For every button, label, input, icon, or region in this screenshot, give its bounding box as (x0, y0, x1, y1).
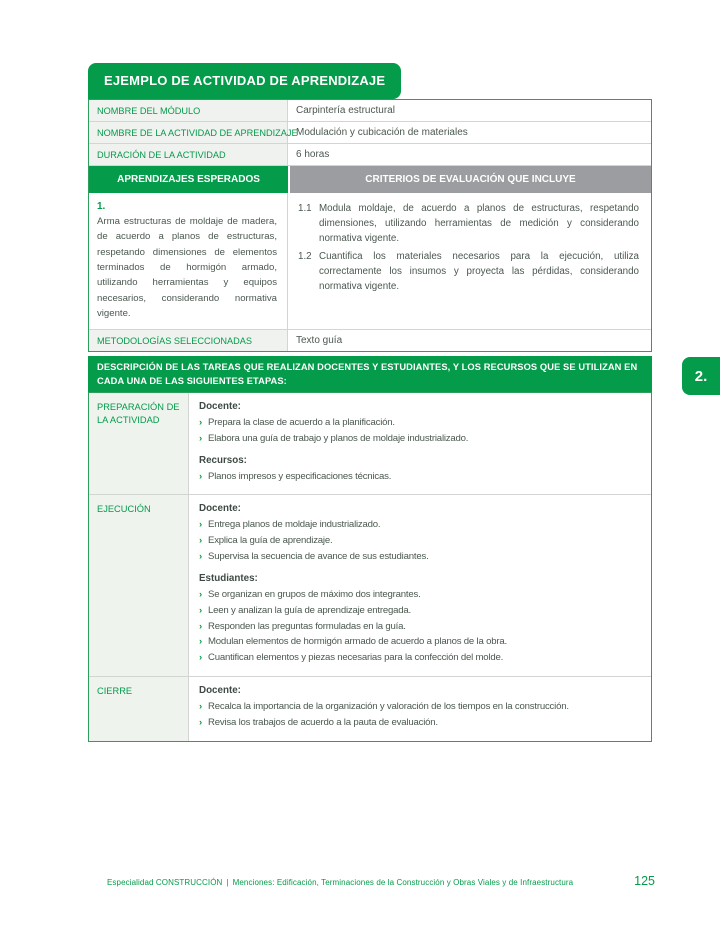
bullet-icon: › (199, 716, 202, 728)
bullet-icon: › (199, 588, 202, 600)
stage-content (189, 495, 651, 676)
criterion-item (298, 201, 639, 247)
criterion-item (298, 249, 639, 295)
page-title: EJEMPLO DE ACTIVIDAD DE APRENDIZAJE (88, 63, 401, 99)
learning-criteria-row (89, 193, 651, 330)
bullet-icon: › (199, 519, 202, 531)
evaluation-criteria-cell (288, 193, 651, 329)
bullet-icon: › (199, 535, 202, 547)
stage-label: EJECUCIÓN (89, 495, 189, 676)
module-name-value: Carpintería estructural (296, 105, 395, 116)
bullet-icon: › (199, 652, 202, 664)
bullet-icon: › (199, 551, 202, 563)
list-item-text: Planos impresos y especificaciones técnicas. (208, 470, 392, 482)
task-group (199, 685, 645, 731)
list-item (199, 587, 645, 603)
bullet-icon: › (199, 636, 202, 648)
bullet-icon: › (199, 701, 202, 713)
bullet-icon: › (199, 620, 202, 632)
list-item-text: Elabora una guía de trabajo y planos de moldaje industrializado. (208, 432, 469, 444)
list-item-text: Prepara la clase de acuerdo a la planificación. (208, 417, 395, 428)
table-row (89, 144, 651, 166)
evaluation-criteria-header: CRITERIOS DE EVALUACIÓN QUE INCLUYE (288, 166, 651, 193)
stage-row-preparacion (89, 393, 651, 495)
duration-value: 6 horas (296, 149, 330, 160)
stage-row-cierre (89, 677, 651, 741)
stage-content (189, 677, 651, 741)
duration-label: DURACIÓN DE LA ACTIVIDAD (89, 144, 288, 165)
list-item-text: Modulan elementos de hormigón armado de acuerdo a planos de la obra. (208, 636, 507, 648)
list-item-text: Responden las preguntas formuladas en la guía. (208, 620, 406, 632)
expected-learning-number: 1. (97, 201, 106, 212)
group-heading: Docente: (199, 503, 241, 515)
task-group (199, 503, 645, 564)
page-number: 125 (634, 874, 655, 888)
list-item (199, 533, 645, 549)
list-item (199, 517, 645, 533)
bullet-icon: › (199, 417, 202, 428)
table-row (89, 122, 651, 144)
methodology-value: Texto guía (296, 335, 343, 347)
list-item (199, 715, 645, 731)
bullet-icon: › (199, 470, 202, 482)
footer-separator: | (226, 878, 229, 887)
task-group (199, 573, 645, 666)
list-item-text: Cuantifican elementos y piezas necesarias para la confección del molde. (208, 652, 504, 664)
stage-content (189, 393, 651, 494)
bullet-icon: › (199, 432, 202, 444)
footer-text (107, 878, 573, 887)
column-headers (89, 166, 651, 193)
expected-learning-cell (89, 193, 288, 329)
list-item (199, 431, 645, 447)
footer-specialty: Especialidad CONSTRUCCIÓN (107, 878, 223, 887)
group-heading: Docente: (199, 401, 241, 412)
list-item-text: Revisa los trabajos de acuerdo a la pauta de evaluación. (208, 716, 438, 728)
expected-learning-text: Arma estructuras de moldaje de madera, de acuerdo a planos de estructuras, respetando dimensiones de elementos terminados de hormigón armado, utilizando herramientas y equipos necesarios, considerando normativa vigente. (97, 216, 277, 320)
task-group (199, 455, 645, 485)
list-item (199, 619, 645, 635)
footer-menciones: Menciones: Edificación, Terminaciones de la Construcción y Obras Viales y de Infraestructura (232, 878, 574, 887)
task-group (199, 401, 645, 447)
criterion-number: 1.2 (298, 250, 312, 262)
table-row (89, 330, 651, 351)
stage-row-ejecucion (89, 495, 651, 677)
bullet-icon: › (199, 604, 202, 616)
module-name-label: NOMBRE DEL MÓDULO (89, 100, 288, 121)
list-item (199, 415, 645, 431)
criterion-text: Modula moldaje, de acuerdo a planos de estructuras, respetando dimensiones, utilizando herramientas de medición y considerando normativa vigente. (319, 203, 639, 245)
criterion-number: 1.1 (298, 203, 312, 214)
list-item-text: Recalca la importancia de la organización y valoración de los tiempos en la construcción. (208, 701, 569, 713)
activity-info-table (88, 99, 652, 352)
expected-learning-header: APRENDIZAJES ESPERADOS (89, 166, 288, 193)
list-item (199, 549, 645, 565)
stage-label: PREPARACIÓN DE LA ACTIVIDAD (89, 393, 189, 494)
list-item (199, 634, 645, 650)
group-heading: Docente: (199, 685, 241, 697)
description-banner: DESCRIPCIÓN DE LAS TAREAS QUE REALIZAN DOCENTES Y ESTUDIANTES, Y LOS RECURSOS QUE SE UTILIZAN EN CADA UNA DE LAS SIGUIENTES ETAPAS: (88, 356, 652, 394)
list-item (199, 469, 645, 485)
list-item-text: Supervisa la secuencia de avance de sus estudiantes. (208, 551, 429, 563)
list-item-text: Entrega planos de moldaje industrializado. (208, 519, 381, 531)
methodology-label: METODOLOGÍAS SELECCIONADAS (89, 330, 288, 351)
activity-name-value: Modulación y cubicación de materiales (296, 127, 468, 138)
chapter-tab: 2. (682, 357, 720, 395)
list-item (199, 650, 645, 666)
table-row (89, 100, 651, 122)
group-heading: Recursos: (199, 454, 247, 466)
list-item (199, 699, 645, 715)
page-footer (107, 874, 655, 888)
stage-label: CIERRE (89, 677, 189, 741)
list-item-text: Leen y analizan la guía de aprendizaje entregada. (208, 604, 412, 616)
criterion-text: Cuantifica los materiales necesarios para la ejecución, utiliza correctamente los insumos y proyecta las pérdidas, considerando normativa vigente. (319, 250, 639, 292)
list-item-text: Explica la guía de aprendizaje. (208, 535, 333, 547)
activity-name-label: NOMBRE DE LA ACTIVIDAD DE APRENDIZAJE (89, 122, 288, 143)
group-heading: Estudiantes: (199, 572, 258, 584)
list-item-text: Se organizan en grupos de máximo dos integrantes. (208, 588, 421, 600)
stages-table (88, 392, 652, 742)
list-item (199, 603, 645, 619)
